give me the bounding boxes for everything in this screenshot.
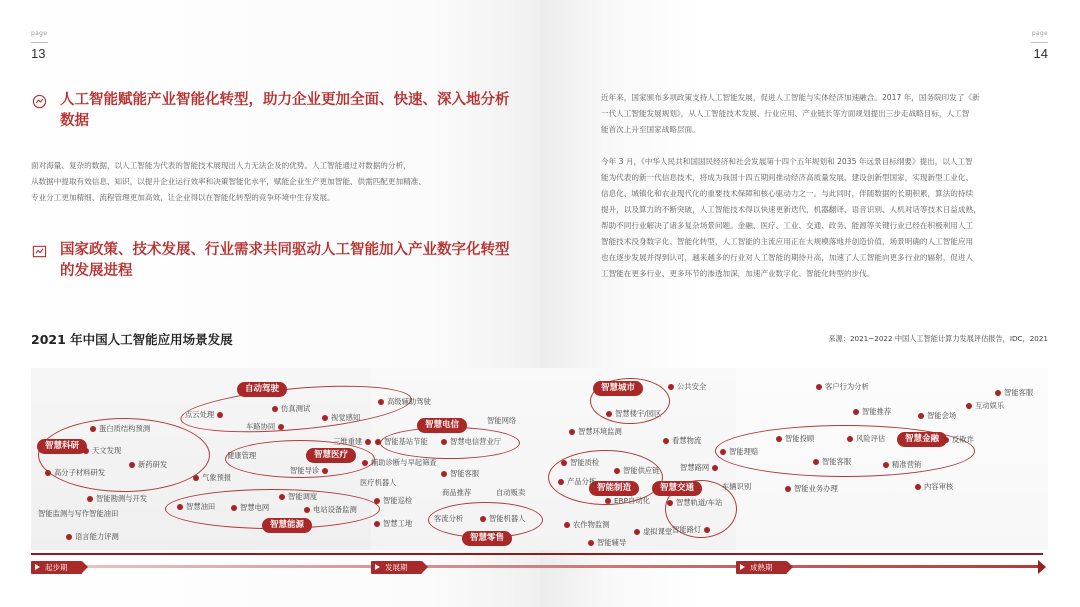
cluster-label: 自动驾驶 — [237, 382, 287, 397]
app-node: ERP自动化 — [605, 496, 650, 506]
page-label: page — [31, 30, 48, 37]
app-node: 智慧电网 — [231, 503, 269, 513]
app-node: 智慧路网 — [680, 463, 718, 473]
app-node: 内容审核 — [915, 482, 953, 492]
app-node: 看慧物流 — [663, 436, 701, 446]
cluster-label: 智慧医疗 — [306, 448, 356, 463]
app-node: 智能监测与写作智能油田 — [38, 509, 119, 518]
app-node: 健康管理 — [227, 451, 257, 460]
page-label: page — [1031, 30, 1048, 37]
app-node: 反欺诈 — [943, 435, 974, 445]
stage-label-mature: 成熟期 — [736, 561, 787, 574]
app-node: 互动娱乐 — [966, 401, 1004, 411]
paragraph-1 — [31, 158, 493, 206]
cluster-label: 智慧交通 — [652, 481, 702, 496]
app-node: 车路协同 — [246, 422, 284, 432]
cluster-label: 智慧城市 — [593, 381, 643, 396]
app-node: 智能供应链 — [614, 466, 659, 476]
analysis-icon — [32, 94, 47, 109]
paragraph-line: 也在逐步发展并得到认可，越来越多的行业对人工智能的期待升高，加速了人工智能向更多行业的辐射，促进人 — [601, 253, 974, 262]
paragraph-line: 智能技术没身数字化、智能化转型，人工智能的主流应用正在大规模落地并创造价值，场景明确的人工智能应用 — [601, 237, 974, 246]
paragraph-line: 从数据中提取有效信息、知识，以提升企业运行效率和决策智能化水平，赋能企业生产更加智能、供需匹配更加精准、 — [31, 177, 426, 186]
paragraph-line: 近年来，国家颁布多项政策支持人工智能发展，促进人工智能与实体经济加速融合。2017 年，国务院印发了《新 — [601, 93, 980, 102]
cluster-label: 智慧零售 — [462, 531, 512, 546]
cluster-label: 智慧电信 — [417, 418, 467, 433]
policy-chart-icon — [32, 244, 47, 259]
app-node: 智能理赔 — [720, 447, 758, 457]
paragraph-line: 能为代表的新一代信息技术，将成为我国十四五期间推动经济高质量发展、建设创新型国家，实现新型工业化、 — [601, 173, 974, 182]
app-node: 蛋白质结构预测 — [90, 424, 150, 434]
app-node: 智慧楼宇/园区 — [606, 409, 661, 419]
app-node: 智能投顾 — [776, 434, 814, 444]
app-node: 视觉感知 — [322, 413, 360, 423]
app-node: 辅助诊断与早起筛查 — [362, 458, 437, 468]
paragraph-line: 一代人工智能发展规划》，从人工智能技术发展、行业应用、产业链长等方面规划提出三步走战略目标，人工智 — [601, 109, 970, 118]
app-node: 智慧轨道/车站 — [667, 498, 722, 508]
app-node: 智能路灯 — [672, 525, 710, 535]
app-node: 智慧工地 — [374, 519, 412, 529]
paragraph-line: 今年 3 月，《中华人民共和国国民经济和社会发展第十四个五年规划和 2035 年远景目标纲要》提出，以人工智 — [601, 157, 973, 166]
app-node: 智能质检 — [561, 458, 599, 468]
app-node: 气象预报 — [193, 473, 231, 483]
app-node: 农作物监测 — [564, 520, 609, 530]
app-node: 智能机器人 — [480, 514, 525, 524]
paragraph-line: 工智能在更多行业、更多环节的渗透加深，加速产业数字化、智能化转型的步伐。 — [601, 269, 875, 278]
chart-source: 来源：2021~2022 中国人工智能计算力发展评估报告，IDC，2021 — [828, 334, 1048, 343]
app-node: 智能基站节能 — [375, 437, 428, 447]
section-heading-1 — [60, 90, 510, 132]
cluster-label: 智慧能源 — [262, 518, 312, 533]
app-node: 智能推荐 — [853, 407, 891, 417]
app-node: 智慧电信营业厅 — [441, 437, 501, 447]
app-node: 新药研发 — [129, 460, 167, 470]
stage-label-growth: 发展期 — [371, 561, 422, 574]
cluster-label: 智能制造 — [589, 481, 639, 496]
app-node: 客户行为分析 — [816, 382, 869, 392]
timeline-base — [31, 565, 1039, 568]
app-node: 智能客服 — [813, 457, 851, 467]
app-node: 语言能力评测 — [66, 532, 119, 542]
app-node: 智能业务办理 — [785, 484, 838, 494]
app-node: 电站设备监测 — [304, 505, 357, 515]
app-node: 医疗机器人 — [360, 478, 397, 487]
page-rule — [1031, 42, 1048, 43]
paragraph-line: 专业分工更加精细、流程管理更加高效，让企业得以在智能化转型的竞争环境中生存发展。 — [31, 193, 335, 202]
heading-2-line-1: 国家政策、技术发展、行业需求共同驱动人工智能加入产业数字化转型 — [60, 242, 510, 258]
cluster-label: 智慧金融 — [897, 432, 947, 447]
app-node: 点云处理 — [185, 410, 223, 420]
chart-title: 2021 年中国人工智能应用场景发展 — [31, 332, 233, 347]
paragraph-3 — [601, 154, 1049, 282]
paragraph-line: 帮助不同行业解决了诸多复杂场景问题。金融、医疗、工业、交通、政务、能源等关键行业已经在积极利用人工 — [601, 221, 974, 230]
heading-2-line-2: 的发展进程 — [60, 263, 133, 279]
timeline-arrow — [1038, 560, 1046, 574]
cluster-label: 智慧科研 — [37, 439, 87, 454]
paragraph-line: 信息化、城镇化和农业现代化的重要技术保障和核心驱动力之一。与此同时，伴随数据的长期积累，算法的持续 — [601, 189, 974, 198]
app-node: 商品推荐 — [442, 488, 472, 497]
app-node: 高级辅助驾驶 — [378, 397, 431, 407]
paragraph-line: 能首次上升至国家战略层面。 — [601, 125, 700, 134]
app-node: 智能网络 — [487, 416, 517, 425]
app-node: 智慧油田 — [177, 502, 215, 512]
section-heading-2 — [60, 240, 510, 282]
app-node: 虚拟课堂 — [634, 527, 672, 537]
paragraph-line: 提升，以及算力的不断突破，人工智能技术得以快速更新迭代，机器翻译、语音识别、人机对话等技术日益成熟， — [601, 205, 981, 214]
app-node: 客流分析 — [434, 514, 464, 523]
app-node: 产品分拣 — [558, 477, 596, 487]
app-node: 智能辅导 — [588, 538, 626, 548]
heading-1-line-2: 数据 — [60, 113, 89, 129]
app-node: 智能客服 — [441, 469, 479, 479]
app-node: 智慧环境监测 — [569, 427, 622, 437]
app-node: 自动贩卖 — [496, 488, 526, 497]
app-node: 天文发现 — [83, 446, 121, 456]
paragraph-line: 面对海量、复杂的数据，以人工智能为代表的智能技术展现出人力无法企及的优势。人工智能通过对数据的分析， — [31, 161, 411, 170]
app-node: 智能导诊 — [290, 466, 328, 476]
app-node: 智能巡检 — [374, 496, 412, 506]
timeline-axis — [31, 553, 1043, 555]
page-rule — [31, 42, 48, 43]
app-node: 智能客服 — [995, 388, 1033, 398]
heading-1-line-1: 人工智能赋能产业智能化转型，助力企业更加全面、快速、深入地分析 — [60, 92, 510, 108]
app-node: 高分子材料研发 — [45, 468, 105, 478]
app-node: 精准营销 — [883, 460, 921, 470]
paragraph-2 — [601, 90, 1049, 138]
page-number: 14 — [1033, 46, 1048, 61]
app-node: 三维重建 — [333, 437, 371, 447]
app-node: 车辆识别 — [722, 482, 752, 491]
app-node: 风险评估 — [847, 434, 885, 444]
app-node: 智能会场 — [918, 411, 956, 421]
stage-label-start: 起步期 — [31, 561, 82, 574]
app-node: 仿真测试 — [272, 404, 310, 414]
app-node: 智能勘测与开发 — [87, 494, 147, 504]
app-node: 公共安全 — [668, 382, 706, 392]
page-number: 13 — [31, 46, 46, 61]
app-node: 智能调度 — [279, 492, 317, 502]
